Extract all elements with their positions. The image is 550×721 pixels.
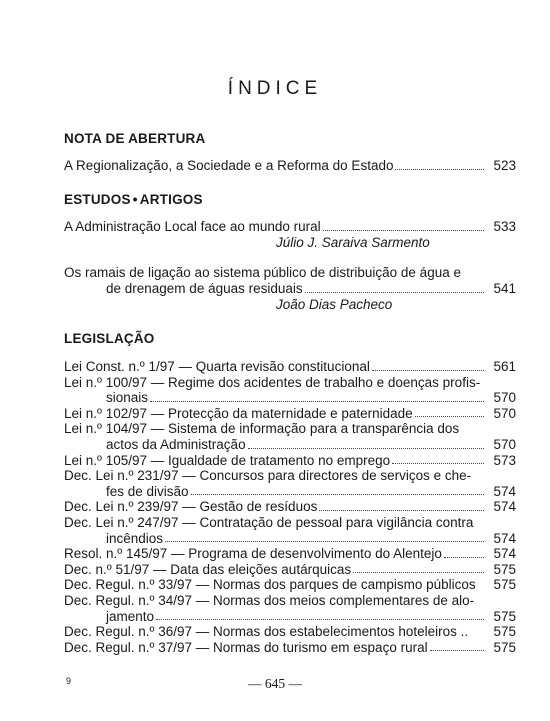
page-title: ÍNDICE xyxy=(227,78,323,99)
leader-dots xyxy=(165,541,484,542)
legislacao-text: Dec. n.º 51/97 — Data das eleições autárquicas xyxy=(64,561,352,577)
leader-dots xyxy=(323,230,484,231)
legislacao-page: 570 xyxy=(493,405,516,421)
entry-page: 541 xyxy=(493,281,516,296)
entry-title: A Administração Local face ao mundo rural xyxy=(64,219,321,234)
legislacao-line xyxy=(64,468,516,484)
legislacao-text: Dec. Regul. n.º 37/97 — Normas do turismo em espaço rural xyxy=(64,639,428,655)
legislacao-text: fes de divisão xyxy=(106,483,189,499)
legislacao-text: sionais xyxy=(106,390,149,406)
leader-dots xyxy=(156,619,484,620)
leader-dots xyxy=(319,510,484,511)
section-heading-estudos-a: ESTUDOS xyxy=(64,192,131,207)
legislacao-text: Lei Const. n.º 1/97 — Quarta revisão constitucional xyxy=(64,359,370,374)
section-heading-nota: NOTA DE ABERTURA xyxy=(64,131,206,146)
page-number: — 645 — xyxy=(248,676,302,691)
leader-dots xyxy=(305,292,484,293)
legislacao-page: 574 xyxy=(493,546,516,562)
legislacao-line[interactable] xyxy=(64,577,516,593)
legislacao-list xyxy=(64,359,516,655)
legislacao-page: 575 xyxy=(493,561,516,577)
legislacao-line[interactable] xyxy=(64,562,516,578)
legislacao-line[interactable] xyxy=(64,624,516,640)
legislacao-page: 570 xyxy=(493,436,516,452)
legislacao-text: Dec. Regul. n.º 34/97 — Normas dos meios complementares de alo- xyxy=(64,592,475,608)
legislacao-line xyxy=(64,515,516,531)
leader-dots xyxy=(150,401,484,402)
legislacao-text: Dec. Lei n.º 247/97 — Contratação de pessoal para vigilância contra xyxy=(64,514,474,530)
legislacao-page: 561 xyxy=(493,359,516,374)
legislacao-line[interactable] xyxy=(64,531,516,547)
legislacao-text: incêndios xyxy=(106,530,164,546)
section-heading-estudos xyxy=(64,191,203,207)
legislacao-text: Lei n.º 102/97 — Protecção da maternidade e paternidade xyxy=(64,405,413,421)
legislacao-line xyxy=(64,421,516,437)
leader-dots xyxy=(372,370,484,371)
leader-dots xyxy=(415,416,484,417)
entry-page: 523 xyxy=(493,158,516,173)
legislacao-text: Dec. Lei n.º 239/97 — Gestão de resíduos xyxy=(64,499,318,515)
legislacao-text: Dec. Lei n.º 231/97 — Concursos para directores de serviços e che- xyxy=(64,468,472,484)
legislacao-line[interactable] xyxy=(64,484,516,500)
leader-dots xyxy=(191,494,484,495)
entry-author: Júlio J. Saraiva Sarmento xyxy=(276,235,430,250)
estudos-entry-2[interactable] xyxy=(64,265,516,313)
legislacao-line[interactable] xyxy=(64,499,516,515)
leader-dots xyxy=(248,448,484,449)
leader-dots xyxy=(392,463,484,464)
nota-entry[interactable] xyxy=(64,158,516,174)
entry-author: João Dias Pacheco xyxy=(276,297,393,312)
legislacao-page: 575 xyxy=(493,624,516,640)
section-heading-legislacao: LEGISLAÇÃO xyxy=(64,331,155,346)
legislacao-text: jamento xyxy=(106,608,155,624)
legislacao-text: Lei n.º 104/97 — Sistema de informação para a transparência dos xyxy=(64,421,460,437)
legislacao-line[interactable] xyxy=(64,390,516,406)
leader-dots xyxy=(430,650,484,651)
legislacao-page: 574 xyxy=(493,530,516,546)
entry-title-line1: Os ramais de ligação ao sistema público de distribuição de água e xyxy=(64,265,461,280)
entry-page: 533 xyxy=(493,219,516,234)
leader-dots xyxy=(444,557,484,558)
legislacao-line[interactable] xyxy=(64,640,516,656)
legislacao-line xyxy=(64,375,516,391)
legislacao-text: actos da Administração xyxy=(106,436,246,452)
section-heading-estudos-b: ARTIGOS xyxy=(139,192,203,207)
legislacao-page: 575 xyxy=(493,577,516,593)
legislacao-text: Resol. n.º 145/97 — Programa de desenvolvimento do Alentejo xyxy=(64,546,442,562)
legislacao-page: 573 xyxy=(493,452,516,468)
legislacao-line[interactable] xyxy=(64,437,516,453)
bullet-icon: • xyxy=(132,191,138,207)
legislacao-page: 575 xyxy=(493,608,516,624)
estudos-entry-1[interactable] xyxy=(64,219,516,251)
legislacao-line[interactable] xyxy=(64,609,516,625)
legislacao-line[interactable] xyxy=(64,359,516,375)
legislacao-text: Lei n.º 100/97 — Regime dos acidentes de trabalho e doenças profis- xyxy=(64,374,481,390)
legislacao-text: Lei n.º 105/97 — Igualdade de tratamento no emprego xyxy=(64,452,391,468)
legislacao-page: 574 xyxy=(493,499,516,515)
legislacao-text: Dec. Regul. n.º 36/97 — Normas dos estabelecimentos hoteleiros .. xyxy=(64,624,469,640)
legislacao-page: 574 xyxy=(493,483,516,499)
leader-dots xyxy=(353,572,484,573)
legislacao-line[interactable] xyxy=(64,453,516,469)
legislacao-line[interactable] xyxy=(64,546,516,562)
legislacao-line xyxy=(64,593,516,609)
legislacao-page: 575 xyxy=(493,639,516,655)
legislacao-text: Dec. Regul. n.º 33/97 — Normas dos parques de campismo públicos xyxy=(64,577,476,593)
entry-title-line2: de drenagem de águas residuais xyxy=(106,281,303,296)
footer-mark: 9 xyxy=(66,676,72,686)
leader-dots xyxy=(395,169,484,170)
legislacao-line[interactable] xyxy=(64,406,516,422)
entry-title: A Regionalização, a Sociedade e a Reforma do Estado xyxy=(64,158,394,173)
legislacao-page: 570 xyxy=(493,390,516,406)
